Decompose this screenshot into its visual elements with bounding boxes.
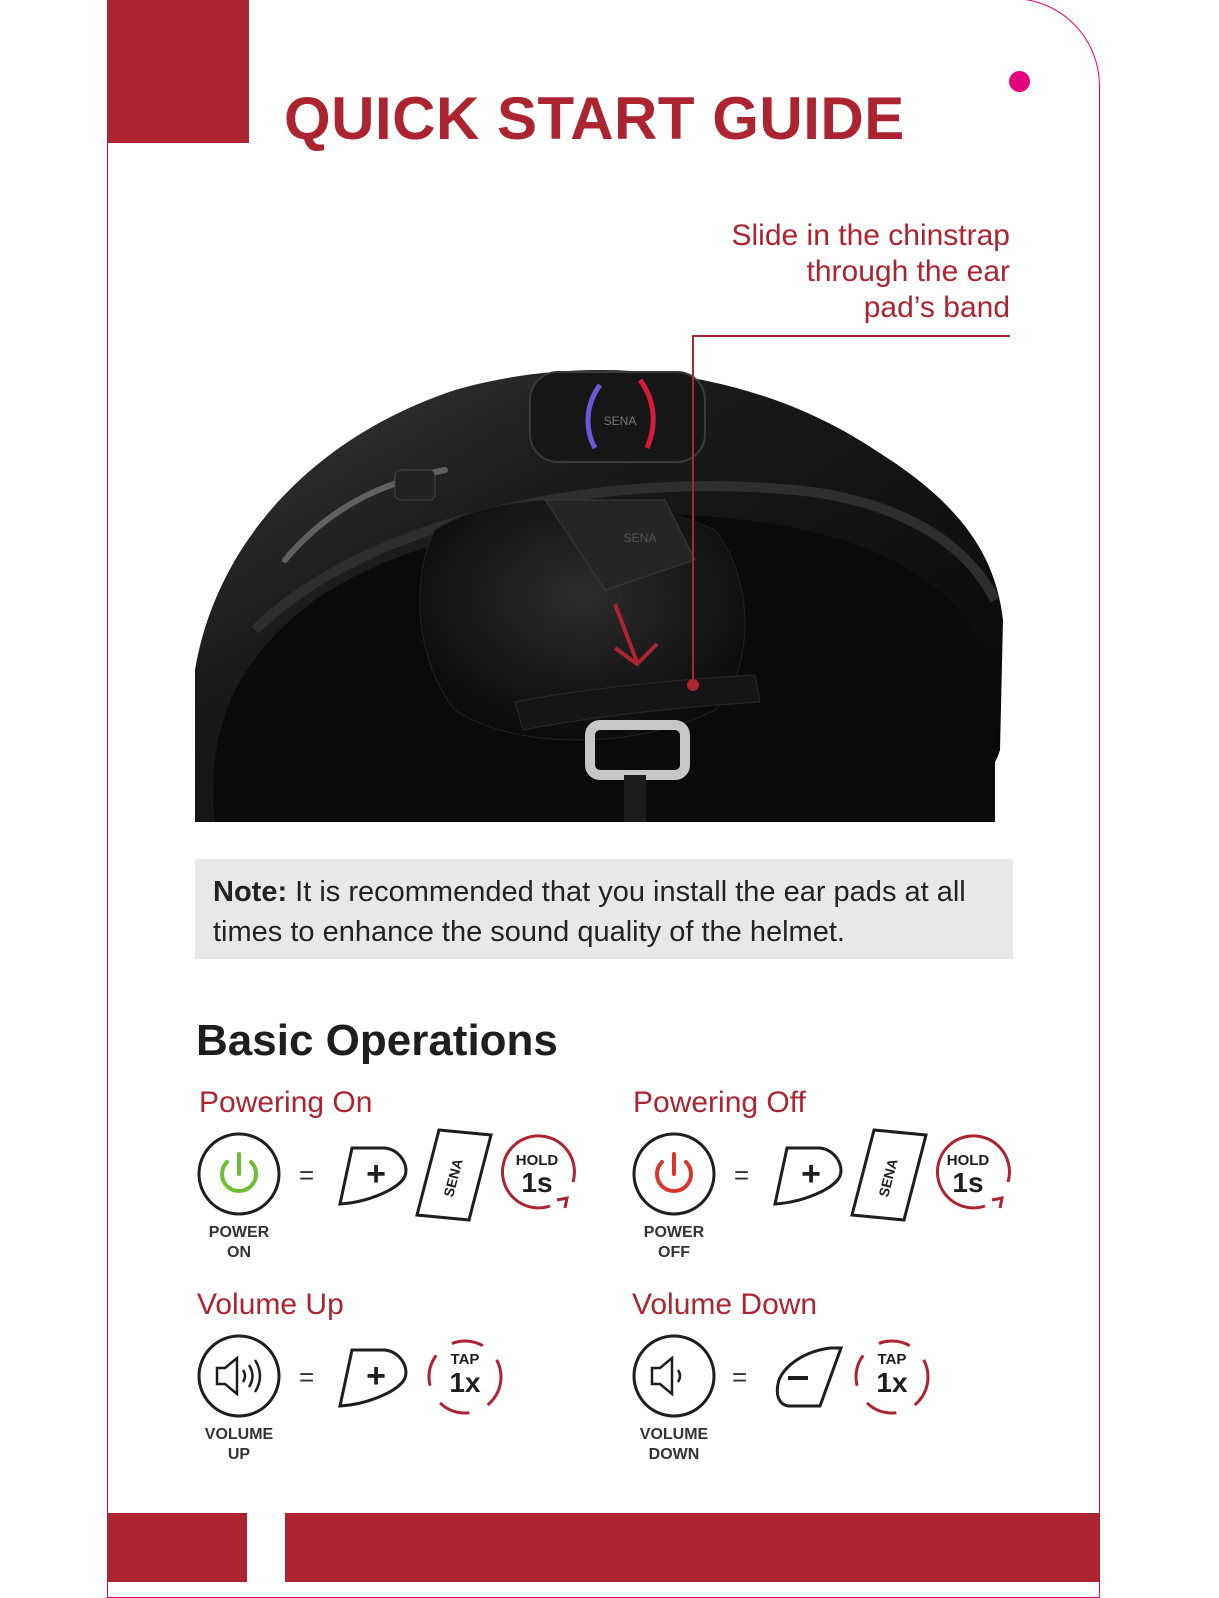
page-dot [1009, 71, 1030, 92]
power-on-operation [195, 1130, 615, 1290]
hold-label: HOLD [515, 1152, 559, 1169]
caption-line-2: UP [227, 1446, 251, 1463]
equals-sign: = [732, 1362, 748, 1392]
header-tab [107, 0, 249, 143]
caption-line-1: POWER [208, 1224, 270, 1241]
sena-unit-label: SENA [440, 1156, 466, 1199]
volume-down-icon [634, 1336, 714, 1416]
callout-line-3: pad’s band [863, 291, 1010, 324]
chinstrap-callout [732, 218, 1011, 326]
volume-up-caption [179, 1425, 299, 1465]
caption-line-1: VOLUME [639, 1426, 709, 1443]
footer-bar-left [107, 1513, 247, 1582]
power-on-title: Powering On [199, 1086, 373, 1119]
caption-line-2: DOWN [648, 1446, 700, 1463]
svg-text:+: + [366, 1155, 386, 1193]
power-off-operation [630, 1130, 1050, 1290]
minus-button-icon [777, 1348, 841, 1406]
tap-label: TAP [877, 1351, 907, 1368]
footer-bar-right [285, 1513, 1100, 1582]
volume-up-icon [199, 1336, 279, 1416]
callout-line-1: Slide in the chinstrap [731, 219, 1010, 252]
pad-logo-text: SENA [623, 531, 657, 545]
svg-text:+: + [366, 1357, 386, 1395]
hold-label: HOLD [946, 1152, 990, 1169]
callout-line-2: through the ear [806, 255, 1010, 288]
helmet-illustration [195, 330, 1013, 822]
svg-text:+: + [801, 1155, 821, 1193]
note-box [195, 859, 1013, 959]
power-off-title: Powering Off [633, 1086, 806, 1119]
tap-count: 1x [449, 1367, 481, 1398]
hold-duration: 1s [952, 1167, 984, 1198]
equals-sign: = [299, 1362, 315, 1392]
caption-line-1: POWER [643, 1224, 705, 1241]
note-text: It is recommended that you install the ear pads at all times to enhance the sound quality of the helmet. [213, 876, 966, 948]
tap-count: 1x [876, 1367, 908, 1398]
basic-operations-heading: Basic Operations [196, 1016, 558, 1065]
volume-down-caption [614, 1425, 734, 1465]
tap-label: TAP [450, 1351, 480, 1368]
sena-unit-label: SENA [875, 1156, 901, 1199]
page-title: QUICK START GUIDE [284, 85, 905, 152]
power-off-caption [614, 1223, 734, 1263]
volume-up-title: Volume Up [197, 1288, 344, 1321]
volume-down-operation [630, 1332, 1050, 1492]
volume-down-title: Volume Down [632, 1288, 818, 1321]
caption-line-1: VOLUME [204, 1426, 274, 1443]
hold-duration: 1s [521, 1167, 553, 1198]
equals-sign: = [734, 1160, 750, 1190]
caption-line-2: ON [227, 1244, 251, 1261]
caption-line-2: OFF [658, 1244, 690, 1261]
volume-up-operation [195, 1332, 615, 1492]
note-label: Note: [213, 876, 288, 908]
power-on-caption [179, 1223, 299, 1263]
equals-sign: = [299, 1160, 315, 1190]
unit-logo-text: SENA [603, 414, 637, 428]
